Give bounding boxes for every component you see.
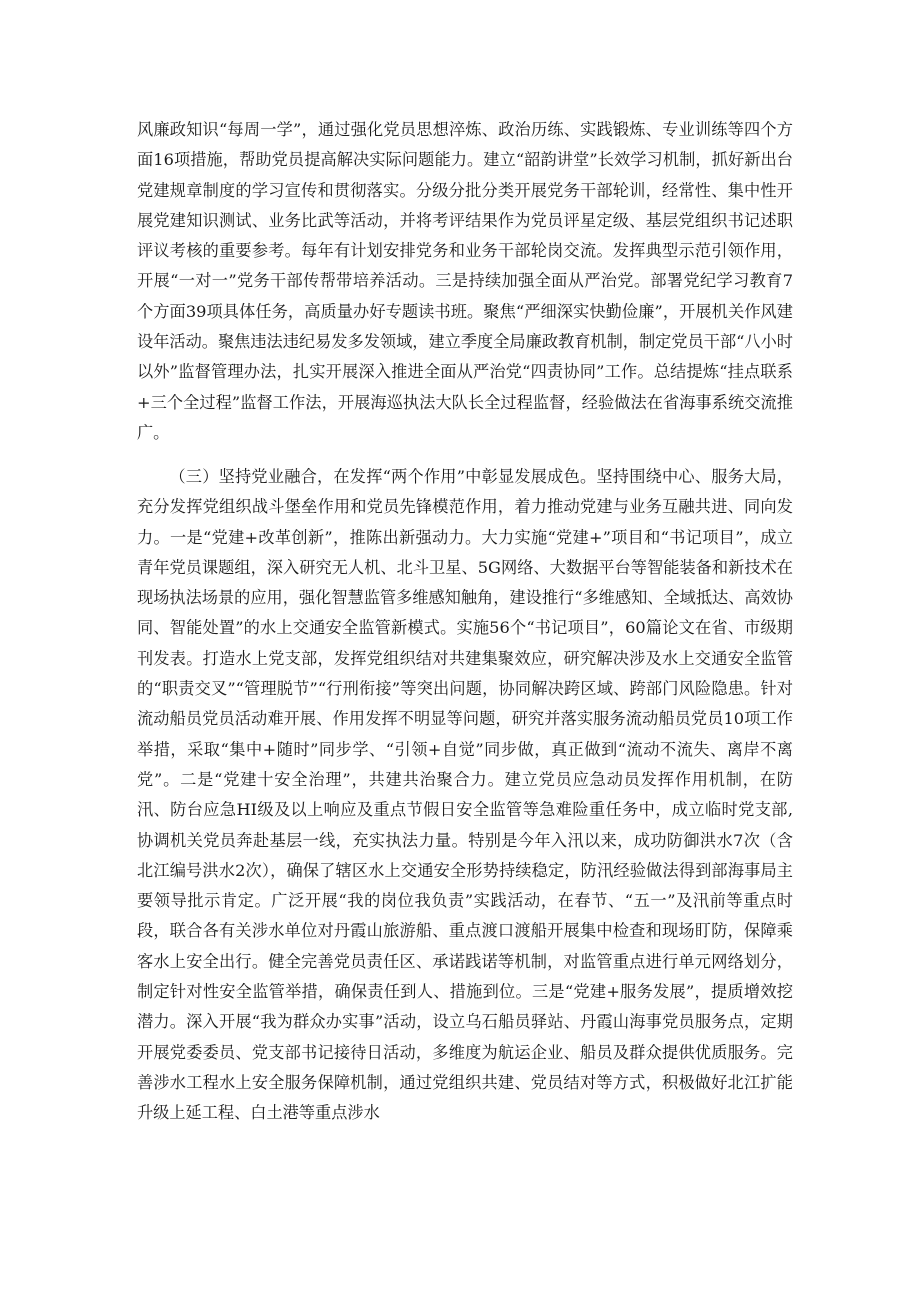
paragraph-discipline-education: 风廉政知识“每周一学”，通过强化党员思想淬炼、政治历练、实践锻炼、专业训练等四个方面16项措施，帮助党员提高解决实际问题能力。建立“韶韵讲堂”长效学习机制，抓好新出台党建规章制度的学习宣传和贯彻落实。分级分批分类开展党务干部轮训，经常性、集中性开展党建知识测试、业务比武等活动，并将考评结果作为党员评星定级、基层党组织书记述职评议考核的重要参考。每年有计划安排党务和业务干部轮岗交流。发挥典型示范引领作用，开展“一对一”党务干部传帮带培养活动。三是持续加强全面从严治党。部署党纪学习教育7个方面39项具体任务，高质量办好专题读书班。聚焦“严细深实快勤俭廉”，开展机关作风建设年活动。聚焦违法违纪易发多发领域，建立季度全局廉政教育机制，制定党员干部“八小时以外”监督管理办法，扎实开展深入推进全面从严治党“四责协同”工作。总结提炼“挂点联系+三个全过程”监督工作法，开展海巡执法大队长全过程监督，经验做法在省海事系统交流推广。 — [137, 120, 793, 442]
paragraph-party-business-integration: （三）坚持党业融合，在发挥“两个作用”中彰显发展成色。坚持围绕中心、服务大局，充分发挥党组织战斗堡垒作用和党员先锋模范作用，着力推动党建与业务互融共进、同向发力。一是“党建+改革创新”，推陈出新强动力。大力实施“党建+”项目和“书记项目”，成立青年党员课题组，深入研究无人机、北斗卫星、5G网络、大数据平台等智能装备和新技术在现场执法场景的应用，强化智慧监管多维感知触角，建设推行“多维感知、全域抵达、高效协同、智能处置”的水上交通安全监管新模式。实施56个“书记项目”，60篇论文在省、市级期刊发表。打造水上党支部，发挥党组织结对共建集聚效应，研究解决涉及水上交通安全监管的“职责交叉”“管理脱节”“行刑衔接”等突出问题，协同解决跨区域、跨部门风险隐患。针对流动船员党员活动难开展、作用发挥不明显等问题，研究并落实服务流动船员党员10项工作举措，采取“集中+随时”同步学、“引领+自觉”同步做，真正做到“流动不流失、离岸不离党”。二是“党建十安全治理”，共建共治聚合力。建立党员应急动员发挥作用机制，在防汛、防台应急HI级及以上响应及重点节假日安全监管等急难险重任务中，成立临时党支部,协调机关党员奔赴基层一线，充实执法力量。特别是今年入汛以来，成功防御洪水7次（含北江编号洪水2次），确保了辖区水上交通安全形势持续稳定，防汛经验做法得到部海事局主要领导批示肯定。广泛开展“我的岗位我负责”实践活动，在春节、“五一”及汛前等重点时段，联合各有关涉水单位对丹霞山旅游船、重点渡口渡船开展集中检查和现场盯防，保障乘客水上安全出行。健全完善党员责任区、承诺践诺等机制，对监管重点进行单元网络划分，制定针对性安全监管举措，确保责任到人、措施到位。三是“党建+服务发展”，提质增效挖潜力。深入开展“我为群众办实事”活动，设立乌石船员驿站、丹霞山海事党员服务点，定期开展党委委员、党支部书记接待日活动，多维度为航运企业、船员及群众提供优质服务。完善涉水工程水上安全服务保障机制，通过党组织共建、党员结对等方式，积极做好北江扩能升级上延工程、白土港等重点涉水 — [137, 467, 793, 1123]
